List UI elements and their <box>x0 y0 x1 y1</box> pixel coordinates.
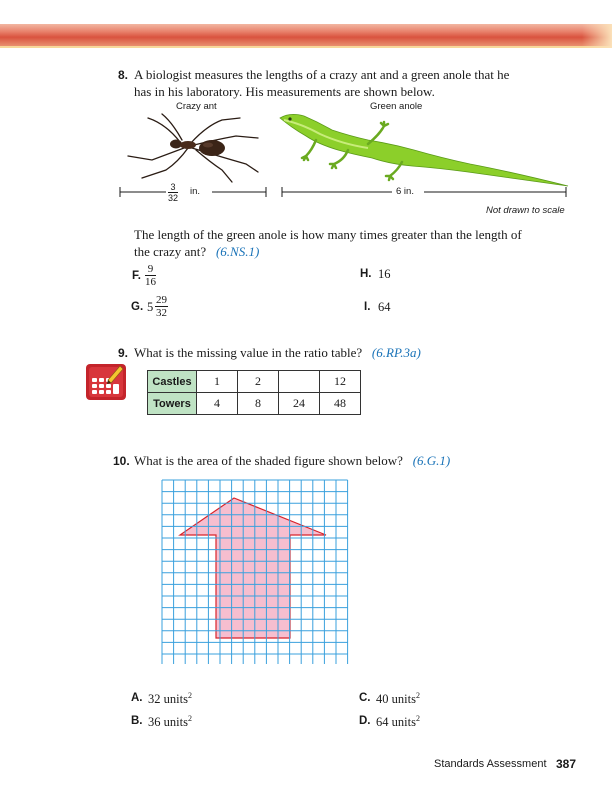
answer-f-numerator: 9 <box>145 263 156 276</box>
question-10-number: 10. <box>113 454 130 468</box>
ant-caption: Crazy ant <box>176 101 217 112</box>
ant-length-numerator: 3 <box>168 182 178 193</box>
ratio-cell: 48 <box>320 393 361 415</box>
ant-length-fraction <box>168 182 178 203</box>
answer-g-denominator: 32 <box>156 307 167 319</box>
answer-d-value[interactable] <box>376 714 420 730</box>
answer-f-letter: F. <box>132 270 141 282</box>
header-band-stripe <box>0 24 612 48</box>
answer-a-exponent: 2 <box>187 691 192 700</box>
answer-d-text: 64 units <box>376 715 416 730</box>
answer-d-letter: D. <box>359 715 371 727</box>
ratio-row-towers <box>148 393 361 415</box>
scale-note: Not drawn to scale <box>486 205 565 216</box>
crazy-ant-illustration <box>118 112 268 184</box>
answer-g-numerator: 29 <box>156 294 167 306</box>
answer-h-letter: H. <box>360 268 372 280</box>
ratio-table <box>147 370 361 415</box>
grid-lines <box>162 480 348 664</box>
question-8-line2-text: the crazy ant? <box>134 244 207 259</box>
measurement-lines <box>112 184 572 200</box>
answer-f-fraction[interactable] <box>145 263 156 288</box>
answer-g-letter: G. <box>131 301 144 313</box>
answer-c-value[interactable] <box>376 691 420 707</box>
question-8-line2 <box>134 243 259 260</box>
page-number: 387 <box>556 757 577 771</box>
answer-a-text: 32 units <box>148 692 188 707</box>
question-8-number: 8. <box>118 68 129 82</box>
question-8-line1: The length of the green anole is how many times greater than the length of <box>134 227 522 242</box>
header-band-cap <box>582 24 612 48</box>
question-10-text: What is the area of the shaded figure shown below? <box>134 453 403 468</box>
anole-caption: Green anole <box>370 101 423 112</box>
answer-b-text: 36 units <box>148 715 188 730</box>
answer-g-fraction[interactable] <box>155 294 168 319</box>
ant-length-unit: in. <box>190 186 201 197</box>
question-8-intro-line1: A biologist measures the lengths of a crazy ant and a green anole that he <box>134 67 510 82</box>
answer-i-letter: I. <box>364 301 371 313</box>
ratio-cell: 2 <box>238 371 279 393</box>
header-band <box>0 24 612 48</box>
answer-b-letter: B. <box>131 715 143 727</box>
ratio-cell-missing <box>279 371 320 393</box>
answer-c-letter: C. <box>359 692 371 704</box>
question-10-line <box>134 452 450 469</box>
answer-h-value[interactable]: 16 <box>378 267 391 281</box>
answer-c-text: 40 units <box>376 692 416 707</box>
ratio-cell: 12 <box>320 371 361 393</box>
ratio-cell: 24 <box>279 393 320 415</box>
answer-g-whole[interactable]: 5 <box>147 300 154 314</box>
answer-b-value[interactable] <box>148 714 192 730</box>
ratio-header-castles: Castles <box>148 371 197 393</box>
answer-b-exponent: 2 <box>187 714 192 723</box>
shaded-figure <box>180 498 326 638</box>
green-anole-illustration <box>272 104 572 188</box>
question-9-number: 9. <box>118 346 129 360</box>
question-8-standard: (6.NS.1) <box>215 244 260 259</box>
area-grid <box>160 478 350 664</box>
question-9-standard: (6.RP.3a) <box>371 345 421 360</box>
answer-i-value[interactable]: 64 <box>378 300 391 314</box>
ant-length-denominator: 32 <box>168 193 179 203</box>
question-9-text: What is the missing value in the ratio table? <box>134 345 363 360</box>
ratio-header-towers: Towers <box>148 393 197 415</box>
footer-section: Standards Assessment <box>434 758 547 770</box>
answer-d-exponent: 2 <box>415 714 420 723</box>
answer-a-value[interactable] <box>148 691 192 707</box>
ratio-cell: 8 <box>238 393 279 415</box>
answer-f-denominator: 16 <box>145 276 156 288</box>
ratio-cell: 4 <box>197 393 238 415</box>
answer-c-exponent: 2 <box>415 691 420 700</box>
question-10-standard: (6.G.1) <box>412 453 451 468</box>
ratio-cell: 1 <box>197 371 238 393</box>
calculator-icon <box>86 364 126 400</box>
question-9-line <box>134 344 421 361</box>
answer-a-letter: A. <box>131 692 143 704</box>
ratio-row-castles <box>148 371 361 393</box>
anole-length: 6 in. <box>396 186 414 197</box>
question-8-intro-line2: has in his laboratory. His measurements are shown below. <box>134 84 435 99</box>
